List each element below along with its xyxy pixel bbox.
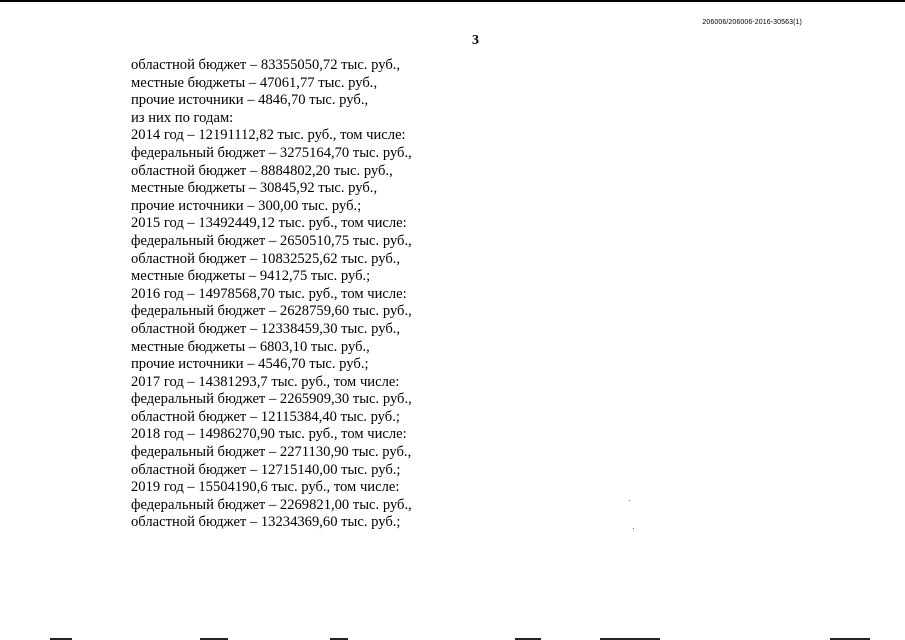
text-line: областной бюджет – 12115384,40 тыс. руб.; bbox=[131, 408, 400, 425]
text-line: областной бюджет – 83355050,72 тыс. руб., bbox=[131, 57, 401, 73]
text-line: местные бюджеты – 30845,92 тыс. руб., bbox=[131, 180, 378, 197]
text-line: областной бюджет – 12338459,30 тыс. руб., bbox=[131, 320, 401, 337]
text-line: из них по годам: bbox=[131, 109, 234, 126]
text-line: федеральный бюджет – 2650510,75 тыс. руб., bbox=[131, 232, 412, 249]
text-line: федеральный бюджет – 2628759,60 тыс. руб., bbox=[131, 303, 412, 320]
text-line: 2019 год – 15504190,6 тыс. руб., том числе: bbox=[131, 479, 400, 496]
text-line: федеральный бюджет – 2271130,90 тыс. руб., bbox=[131, 444, 412, 461]
document-id: 206006/206006-2016-30563(1) bbox=[702, 19, 802, 26]
text-line: прочие источники – 300,00 тыс. руб.; bbox=[131, 197, 362, 214]
page-number: 3 bbox=[472, 33, 479, 48]
text-line: областной бюджет – 8884802,20 тыс. руб., bbox=[131, 162, 393, 179]
text-line: 2017 год – 14381293,7 тыс. руб., том числе: bbox=[131, 373, 400, 390]
text-line: федеральный бюджет – 2269821,00 тыс. руб., bbox=[131, 496, 412, 513]
text-line: местные бюджеты – 47061,77 тыс. руб., bbox=[131, 74, 378, 91]
text-line: областной бюджет – 13234369,60 тыс. руб.; bbox=[131, 514, 401, 531]
text-line: 2016 год – 14978568,70 тыс. руб., том числе: bbox=[131, 285, 407, 302]
scan-speck bbox=[629, 500, 630, 501]
text-line: 2014 год – 12191112,82 тыс. руб., том числе: bbox=[131, 127, 406, 144]
top-border-line bbox=[0, 0, 905, 2]
text-line: федеральный бюджет – 3275164,70 тыс. руб., bbox=[131, 144, 412, 161]
text-line: прочие источники – 4546,70 тыс. руб.; bbox=[131, 356, 369, 373]
document-body bbox=[131, 57, 551, 532]
scan-speck bbox=[633, 528, 634, 529]
text-line: прочие источники – 4846,70 тыс. руб., bbox=[131, 92, 369, 109]
text-line: областной бюджет – 10832525,62 тыс. руб., bbox=[131, 250, 401, 267]
text-line: федеральный бюджет – 2265909,30 тыс. руб., bbox=[131, 391, 412, 408]
text-line: 2018 год – 14986270,90 тыс. руб., том числе: bbox=[131, 426, 407, 443]
text-line: местные бюджеты – 6803,10 тыс. руб., bbox=[131, 338, 370, 355]
text-line: местные бюджеты – 9412,75 тыс. руб.; bbox=[131, 268, 371, 285]
text-line: 2015 год – 13492449,12 тыс. руб., том числе: bbox=[131, 215, 407, 232]
text-line: областной бюджет – 12715140,00 тыс. руб.; bbox=[131, 461, 401, 478]
